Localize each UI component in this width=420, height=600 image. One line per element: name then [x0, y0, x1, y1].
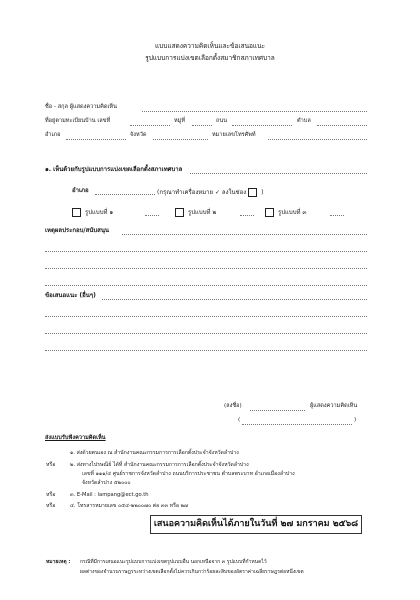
send-title: ส่งแบบรับฟังความคิดเห็น [45, 435, 106, 441]
send-item-2-line-1: ๒. ส่งทางไปรษณีย์ ได้ที่ สำนักงานคณะกรรมการการเลือกตั้งประจำจังหวัดลำปาง [70, 462, 249, 468]
signer-name-open: ( [238, 417, 241, 423]
send-item-2-line-2: เลขที่ ๑๑๑/๔ ศูนย์ราชการจังหวัดลำปาง ถนนบริการประชาชน ตำบลพระบาท อำเภอเมืองลำปาง [82, 471, 295, 477]
suggestion-line-2[interactable] [45, 316, 367, 317]
send-item-3-line-1: ๓. E-Mail : lampang@ect.go.th [70, 492, 149, 498]
hint-checkbox-icon [248, 188, 257, 197]
suggestion-line-4[interactable] [45, 350, 367, 351]
option-3[interactable]: รูปแบบที่ ๓ [265, 208, 306, 217]
reason-line-4[interactable] [45, 285, 367, 286]
note-line-1: กรณีที่มีการเสนอแนะรูปแบบการแบ่งเขตรูปแบบอื่น นอกเหนือจาก ๓ รูปแบบที่กำหนดไว้ [80, 559, 267, 565]
signer-label: ผู้แสดงความคิดเห็น [310, 403, 358, 409]
suggestion-label: ข้อเสนอแนะ (อื่นๆ) [45, 292, 96, 299]
sign-label: (ลงชื่อ) [224, 403, 242, 409]
option-3-line [330, 215, 344, 216]
checkbox-icon[interactable] [72, 208, 81, 217]
deadline-box: เสนอความคิดเห็นได้ภายในวันที่ ๒๗ มกราคม ๒๕๖๘ [150, 515, 362, 534]
reason-line-2[interactable] [45, 251, 367, 252]
form-title: แบบแสดงความคิดเห็นและข้อเสนอแนะ [154, 42, 266, 50]
checkbox-icon[interactable] [175, 208, 184, 217]
note-label: หมายเหตุ : [46, 559, 71, 565]
phone-field[interactable] [268, 139, 367, 140]
address-label: ที่อยู่ตามทะเบียนบ้าน เลขที่ [45, 118, 111, 124]
option-1-line [145, 215, 159, 216]
amphoe-select-label: อำเภอ [72, 187, 89, 194]
option-1[interactable]: รูปแบบที่ ๑ [72, 208, 113, 217]
option-2-line [240, 215, 254, 216]
reason-label: เหตุผลประกอบ/สนับสนุน [45, 227, 110, 234]
send-item-4-prefix: หรือ [46, 503, 56, 509]
amphoe-select-field[interactable] [95, 194, 155, 195]
option-2[interactable]: รูปแบบที่ ๒ [175, 208, 216, 217]
checkbox-icon[interactable] [265, 208, 274, 217]
name-label: ชื่อ - สกุล ผู้แสดงความคิดเห็น [45, 104, 117, 110]
note-line-2: ผลต่างของจำนวนราษฎรระหว่างเขตเลือกตั้งไม่ควรเกินกว่าร้อยละสิบของอัตราค่าเฉลี่ยราษฎรต่อหนึ่งเขต [80, 569, 304, 575]
amphoe-hint: (กรุณาทำเครื่องหมาย ✓ ลงในช่อง ) [157, 189, 264, 196]
suggestion-line-1[interactable] [102, 299, 367, 300]
reason-line-1[interactable] [122, 234, 367, 235]
name-field[interactable] [142, 111, 367, 112]
send-item-3-prefix: หรือ [46, 492, 56, 498]
signature-field[interactable] [250, 410, 305, 411]
province-field[interactable] [153, 139, 208, 140]
province-label: จังหวัด [130, 132, 147, 138]
send-item-2-prefix: หรือ [46, 462, 56, 468]
house-number-field[interactable] [130, 125, 170, 126]
tambon-field[interactable] [317, 125, 367, 126]
amphoe-field[interactable] [66, 139, 126, 140]
send-item-1: ๑. ส่งด้วยตนเอง ณ สำนักงานคณะกรรมการการเลือกตั้งประจำจังหวัดลำปาง [70, 450, 239, 456]
reason-line-3[interactable] [45, 268, 367, 269]
amphoe-label: อำเภอ [45, 132, 61, 138]
section1-title: ๑. เห็นด้วยกับรูปแบบการแบ่งเขตเลือกตั้งสภาเทศบาล [45, 166, 183, 173]
tambon-label: ตำบล [297, 118, 311, 124]
form-subtitle: รูปแบบการแบ่งเขตเลือกตั้งสมาชิกสภาเทศบาล [145, 54, 275, 62]
section1-line [190, 173, 367, 174]
signer-name-field[interactable] [242, 424, 352, 425]
road-field[interactable] [232, 125, 292, 126]
phone-label: หมายเลขโทรศัพท์ [212, 132, 256, 138]
send-item-2-line-3: จังหวัดลำปาง ๕๒๐๐๐ [82, 480, 131, 486]
moo-label: หมู่ที่ [174, 118, 186, 124]
road-label: ถนน [216, 118, 228, 124]
send-item-4-line-1: ๔. โทรสารหมายเลข ๐๕๔-๒๒๐๐๗๐ ต่อ ๓๓ หรือ ๒๗ [70, 503, 188, 509]
moo-field[interactable] [192, 125, 212, 126]
signer-name-close: ) [354, 417, 357, 423]
suggestion-line-3[interactable] [45, 333, 367, 334]
